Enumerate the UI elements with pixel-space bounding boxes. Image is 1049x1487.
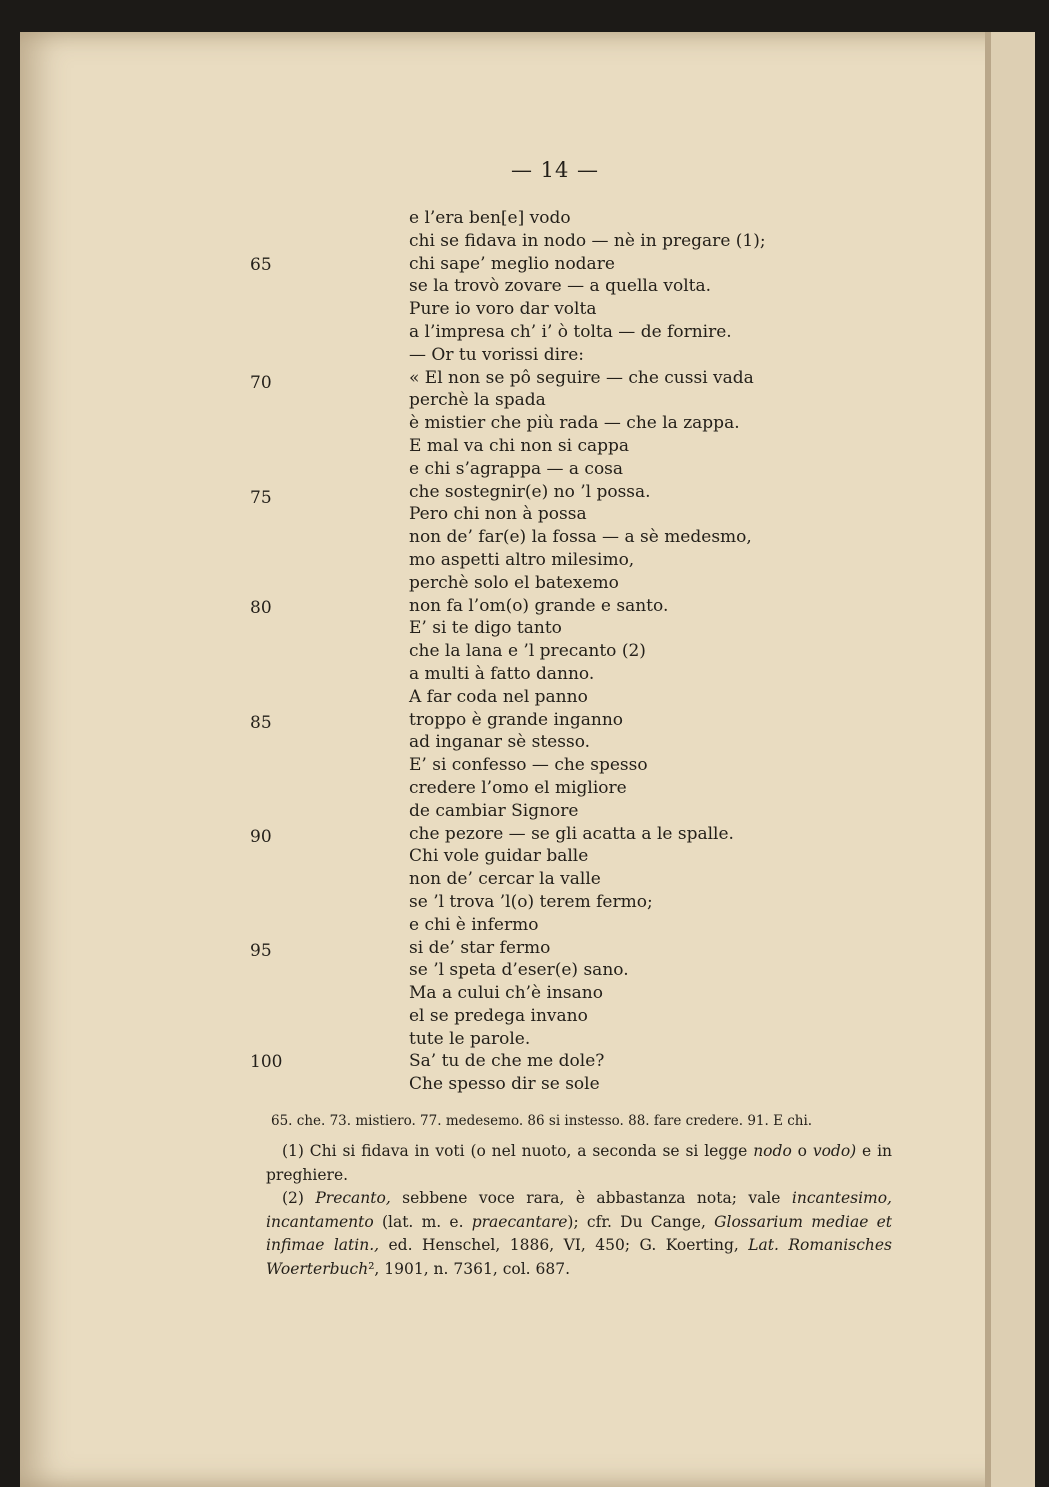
verse-line: che pezore — se gli acatta a le spalle. [409,823,734,844]
line-number: 90 [250,827,272,847]
textual-variants: 65. che. 73. mistiero. 77. medesemo. 86 si instesso. 88. fare credere. 91. E chi. [271,1113,813,1129]
next-page-edge [991,32,1035,1487]
verse-line: A far coda nel panno [409,686,588,707]
verse-line: Sa’ tu de che me dole? [409,1051,605,1072]
verse-line: che la lana e ’l precanto (2) [409,641,646,662]
poem-verses [409,207,766,1096]
verse-line: Ma a cului ch’è insano [409,983,603,1004]
verse-line: tute le parole. [409,1028,531,1049]
verse-line: non de’ far(e) la fossa — a sè medesmo, [409,527,752,548]
line-number: 75 [250,488,272,508]
verse-line: non fa l’om(o) grande e santo. [409,595,669,616]
verse-line: è mistier che più rada — che la zappa. [409,413,740,434]
verse-line: si de’ star fermo [409,937,551,958]
line-number: 80 [250,598,272,618]
verse-line: a l’impresa ch’ i’ ò tolta — de fornire. [409,321,732,342]
verse-line: perchè la spada [409,390,546,411]
line-number: 100 [250,1052,283,1072]
verse-line: chi sape’ meglio nodare [409,253,615,274]
verse-line: ad inganar sè stesso. [409,732,591,753]
verse-line: « El non se pô seguire — che cussi vada [409,367,754,388]
line-number: 85 [250,713,272,733]
footnote-2: (2) Precanto, sebbene voce rara, è abbastanza nota; vale incantesimo, incantamento (lat. m. e. praecantare); cfr. Du Cange, Glossarium mediae et infimae latin., ed. Henschel, 1886, VI, 450; G. Koerting, Lat. Romanisches Woerterbuch², 1901, n. 7361, col. 687. [266,1189,893,1278]
verse-line: Chi vole guidar balle [409,846,589,867]
verse-line: — Or tu vorissi dire: [409,344,584,365]
verse-line: non de’ cercar la valle [409,869,601,890]
line-number: 95 [250,941,272,961]
verse-line: a multi à fatto danno. [409,663,595,684]
verse-line: se ’l speta d’eser(e) sano. [409,960,629,981]
line-number: 65 [250,255,272,275]
verse-line: perchè solo el batexemo [409,572,619,593]
verse-line: se la trovò zovare — a quella volta. [409,276,712,297]
verse-line: E mal va chi non si cappa [409,435,630,456]
verse-line: troppo è grande inganno [409,709,624,730]
verse-line: che sostegnir(e) no ’l possa. [409,481,651,502]
page-number: — 14 — [510,158,600,182]
verse-line: Che spesso dir se sole [409,1074,600,1095]
verse-line: el se predega invano [409,1005,588,1026]
verse-line: se ’l trova ’l(o) terem fermo; [409,891,653,912]
verse-line: credere l’omo el migliore [409,777,627,798]
verse-line: mo aspetti altro milesimo, [409,549,635,570]
verse-line: chi se fidava in nodo — nè in pregare (1); [409,230,766,251]
verse-line: E’ si confesso — che spesso [409,755,648,776]
footnote-1: (1) Chi si fidava in voti (o nel nuoto, a seconda se si legge nodo o vodo) e in preghiere. [266,1142,893,1184]
verse-line: de cambiar Signore [409,800,579,821]
verse-line: e chi s’agrappa — a cosa [409,458,624,479]
verse-line: e l’era ben[e] vodo [409,208,571,228]
verse-line: E’ si te digo tanto [409,618,562,639]
footnotes [266,1140,892,1282]
verse-line: Pero chi non à possa [409,504,587,525]
line-number: 70 [250,373,272,393]
verse-line: Pure io voro dar volta [409,299,597,320]
verse-line: e chi è infermo [409,914,539,935]
